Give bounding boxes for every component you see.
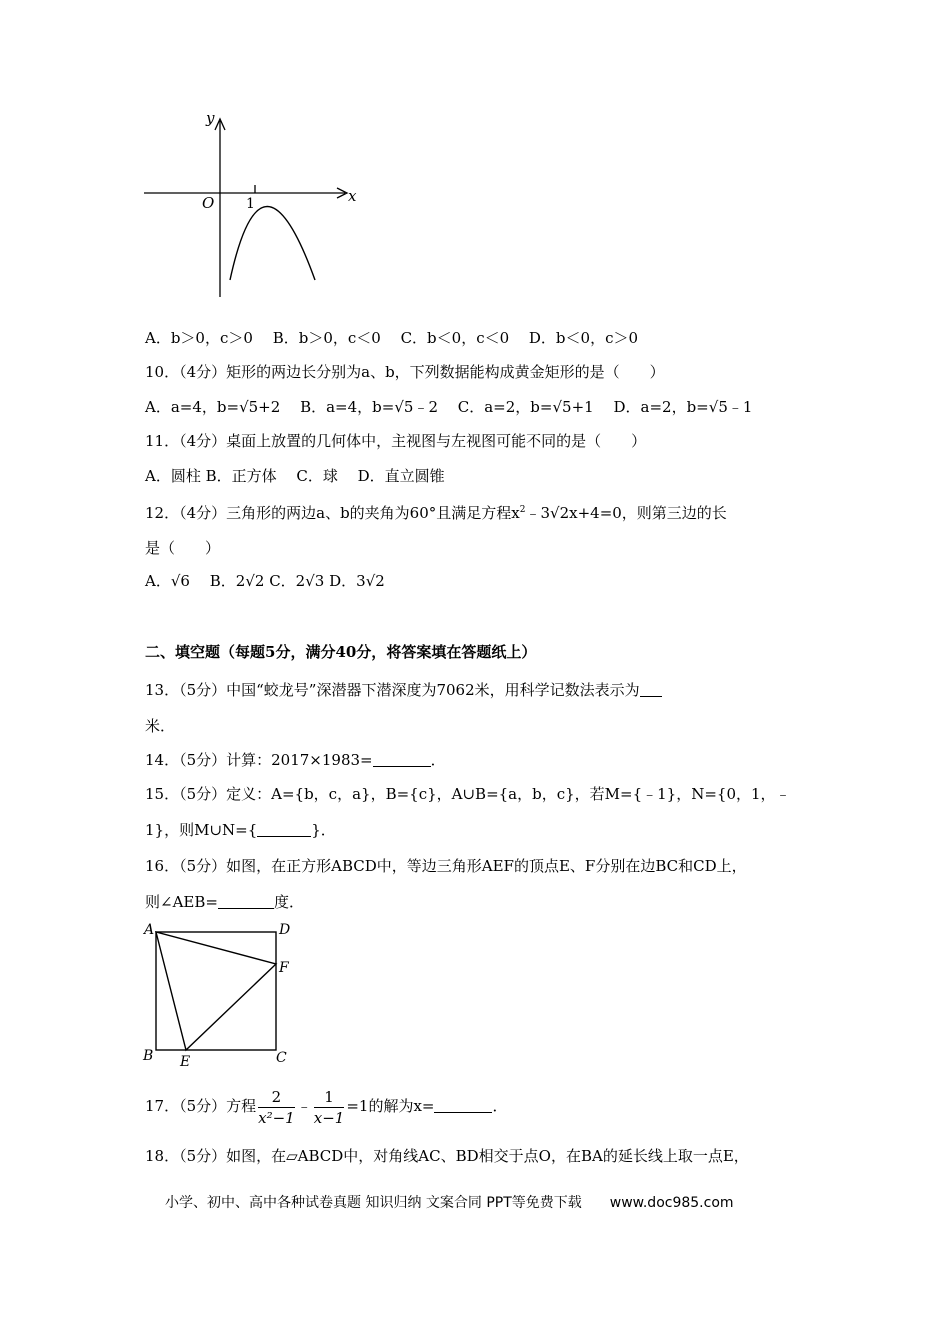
- square-figure: [140, 918, 300, 1068]
- q13-text: 13．（5分）中国“蛟龙号”深潜器下潜深度为7062米，用科学记数法表示为: [145, 681, 640, 699]
- q10-c-radicand: 5: [562, 398, 572, 416]
- q15-line1: 15．（5分）定义：A={b，c，a}，B={c}，A∪B={a，b，c}，若M={﹣1}，N={0，1，﹣: [145, 785, 791, 803]
- label-c: C: [276, 1050, 287, 1066]
- answer-blank[interactable]: [373, 752, 431, 767]
- answer-blank[interactable]: [218, 894, 274, 909]
- section-2-title: 二、填空题（每题5分，满分40分，将答案填在答题纸上）: [145, 643, 537, 661]
- q15-line2b: }．: [311, 821, 336, 839]
- q11-options: A．圆柱 B．正方体 C．球 D．直立圆锥: [145, 467, 445, 485]
- q13-line1: [145, 680, 662, 700]
- answer-blank[interactable]: [434, 1098, 492, 1113]
- answer-blank[interactable]: [640, 682, 662, 697]
- q12-c: C．2: [269, 572, 306, 590]
- label-f: F: [279, 960, 289, 976]
- sqrt-icon: √: [305, 572, 315, 590]
- q10-c: C．a=2，b=: [457, 398, 553, 416]
- q12-stem-b: ﹣3: [525, 504, 551, 522]
- q17-end: ．: [492, 1097, 508, 1115]
- q12-d: D．3: [329, 572, 366, 590]
- graph-one-label: 1: [246, 196, 255, 212]
- answer-blank[interactable]: [257, 822, 311, 837]
- q10-c-tail: +1: [571, 398, 609, 416]
- q12-b: B．2: [194, 572, 246, 590]
- parabola-graph: [140, 105, 370, 305]
- q17: [145, 1084, 507, 1128]
- q10-b: B．a=4，b=: [300, 398, 395, 416]
- q12-stem: [145, 500, 727, 523]
- q10-stem: 10．（4分）矩形的两边长分别为a、b，下列数据能构成黄金矩形的是（ ）: [145, 363, 665, 381]
- q16-line1: 16．（5分）如图，在正方形ABCD中，等边三角形AEF的顶点E、F分别在边BC和CD上，: [145, 857, 747, 875]
- sqrt-icon: √: [365, 572, 376, 590]
- sqrt-icon: √: [552, 398, 563, 416]
- q10-d-radicand: 5: [718, 398, 728, 416]
- q12-d-radicand: 2: [375, 572, 385, 590]
- q16-line2b: 度．: [273, 893, 304, 911]
- q17-minus: ﹣: [296, 1097, 312, 1115]
- sqrt-icon: √: [394, 398, 404, 416]
- page-footer: 小学、初中、高中各种试卷真题 知识归纳 文案合同 PPT等免费下载 www.doc985.com: [165, 1195, 734, 1211]
- fraction-1-numerator: 2: [258, 1087, 295, 1108]
- sqrt-icon: √: [239, 398, 249, 416]
- q10-a-tail: +2: [258, 398, 296, 416]
- q12-a: A．: [145, 572, 171, 590]
- q13-line2: 米．: [145, 717, 176, 735]
- q12-stem-2: 是（ ）: [145, 539, 221, 557]
- q14-end: ．: [430, 751, 446, 769]
- q12-stem-a: 12．（4分）三角形的两边a、b的夹角为60°且满足方程x: [145, 504, 520, 522]
- q12-b-radicand: 2: [254, 572, 265, 590]
- fraction-1: [258, 1087, 295, 1128]
- graph-y-label: y: [206, 109, 215, 127]
- q9-options: A．b＞0，c＞0 B．b＞0，c＜0 C．b＜0，c＜0 D．b＜0，c＞0: [145, 329, 639, 347]
- fraction-1-denominator: x²−1: [258, 1108, 295, 1127]
- q12-a-radicand: 6: [180, 572, 190, 590]
- q12-sup: 2: [519, 505, 526, 515]
- fraction-2-denominator: x−1: [313, 1108, 345, 1127]
- sqrt-icon: √: [170, 572, 181, 590]
- q11-stem: 11．（4分）桌面上放置的几何体中，主视图与左视图可能不同的是（ ）: [145, 432, 647, 450]
- q15-line2: [145, 820, 336, 840]
- fraction-2: [314, 1087, 345, 1128]
- graph-origin-label: O: [202, 194, 215, 212]
- q10-d: D．a=2，b=: [613, 398, 709, 416]
- q10-a: A．a=4，b=: [145, 398, 240, 416]
- q16-line2: [145, 892, 304, 912]
- q12-options: [145, 571, 385, 591]
- q12-stem-c: x+4=0，则第三边的长: [569, 504, 727, 522]
- q14-text: 14．（5分）计算：2017×1983=: [145, 751, 373, 769]
- fraction-2-numerator: 1: [314, 1087, 345, 1108]
- q16-line2a: 则∠AEB=: [145, 893, 218, 911]
- q12-stem-radicand: 2: [559, 504, 570, 522]
- q17-pre: 17．（5分）方程: [145, 1097, 257, 1115]
- q10-b-tail: ﹣2: [413, 398, 453, 416]
- q10-options: [145, 397, 752, 417]
- q15-line2a: 1}，则M∪N={: [145, 821, 258, 839]
- graph-x-label: x: [348, 187, 357, 205]
- q12-c-radicand: 3: [314, 572, 325, 590]
- sqrt-icon: √: [550, 504, 560, 522]
- q17-post: =1的解为x=: [346, 1097, 435, 1115]
- q10-a-radicand: 5: [248, 398, 259, 416]
- sqrt-icon: √: [245, 572, 255, 590]
- label-d: D: [279, 922, 291, 938]
- q14: [145, 750, 446, 770]
- label-e: E: [180, 1054, 191, 1068]
- q18: 18．（5分）如图，在▱ABCD中，对角线AC、BD相交于点O，在BA的延长线上取一点E，: [145, 1147, 749, 1165]
- label-a: A: [144, 922, 155, 938]
- q10-b-radicand: 5: [403, 398, 414, 416]
- q10-d-tail: ﹣1: [727, 398, 753, 416]
- sqrt-icon: √: [708, 398, 719, 416]
- label-b: B: [143, 1048, 154, 1064]
